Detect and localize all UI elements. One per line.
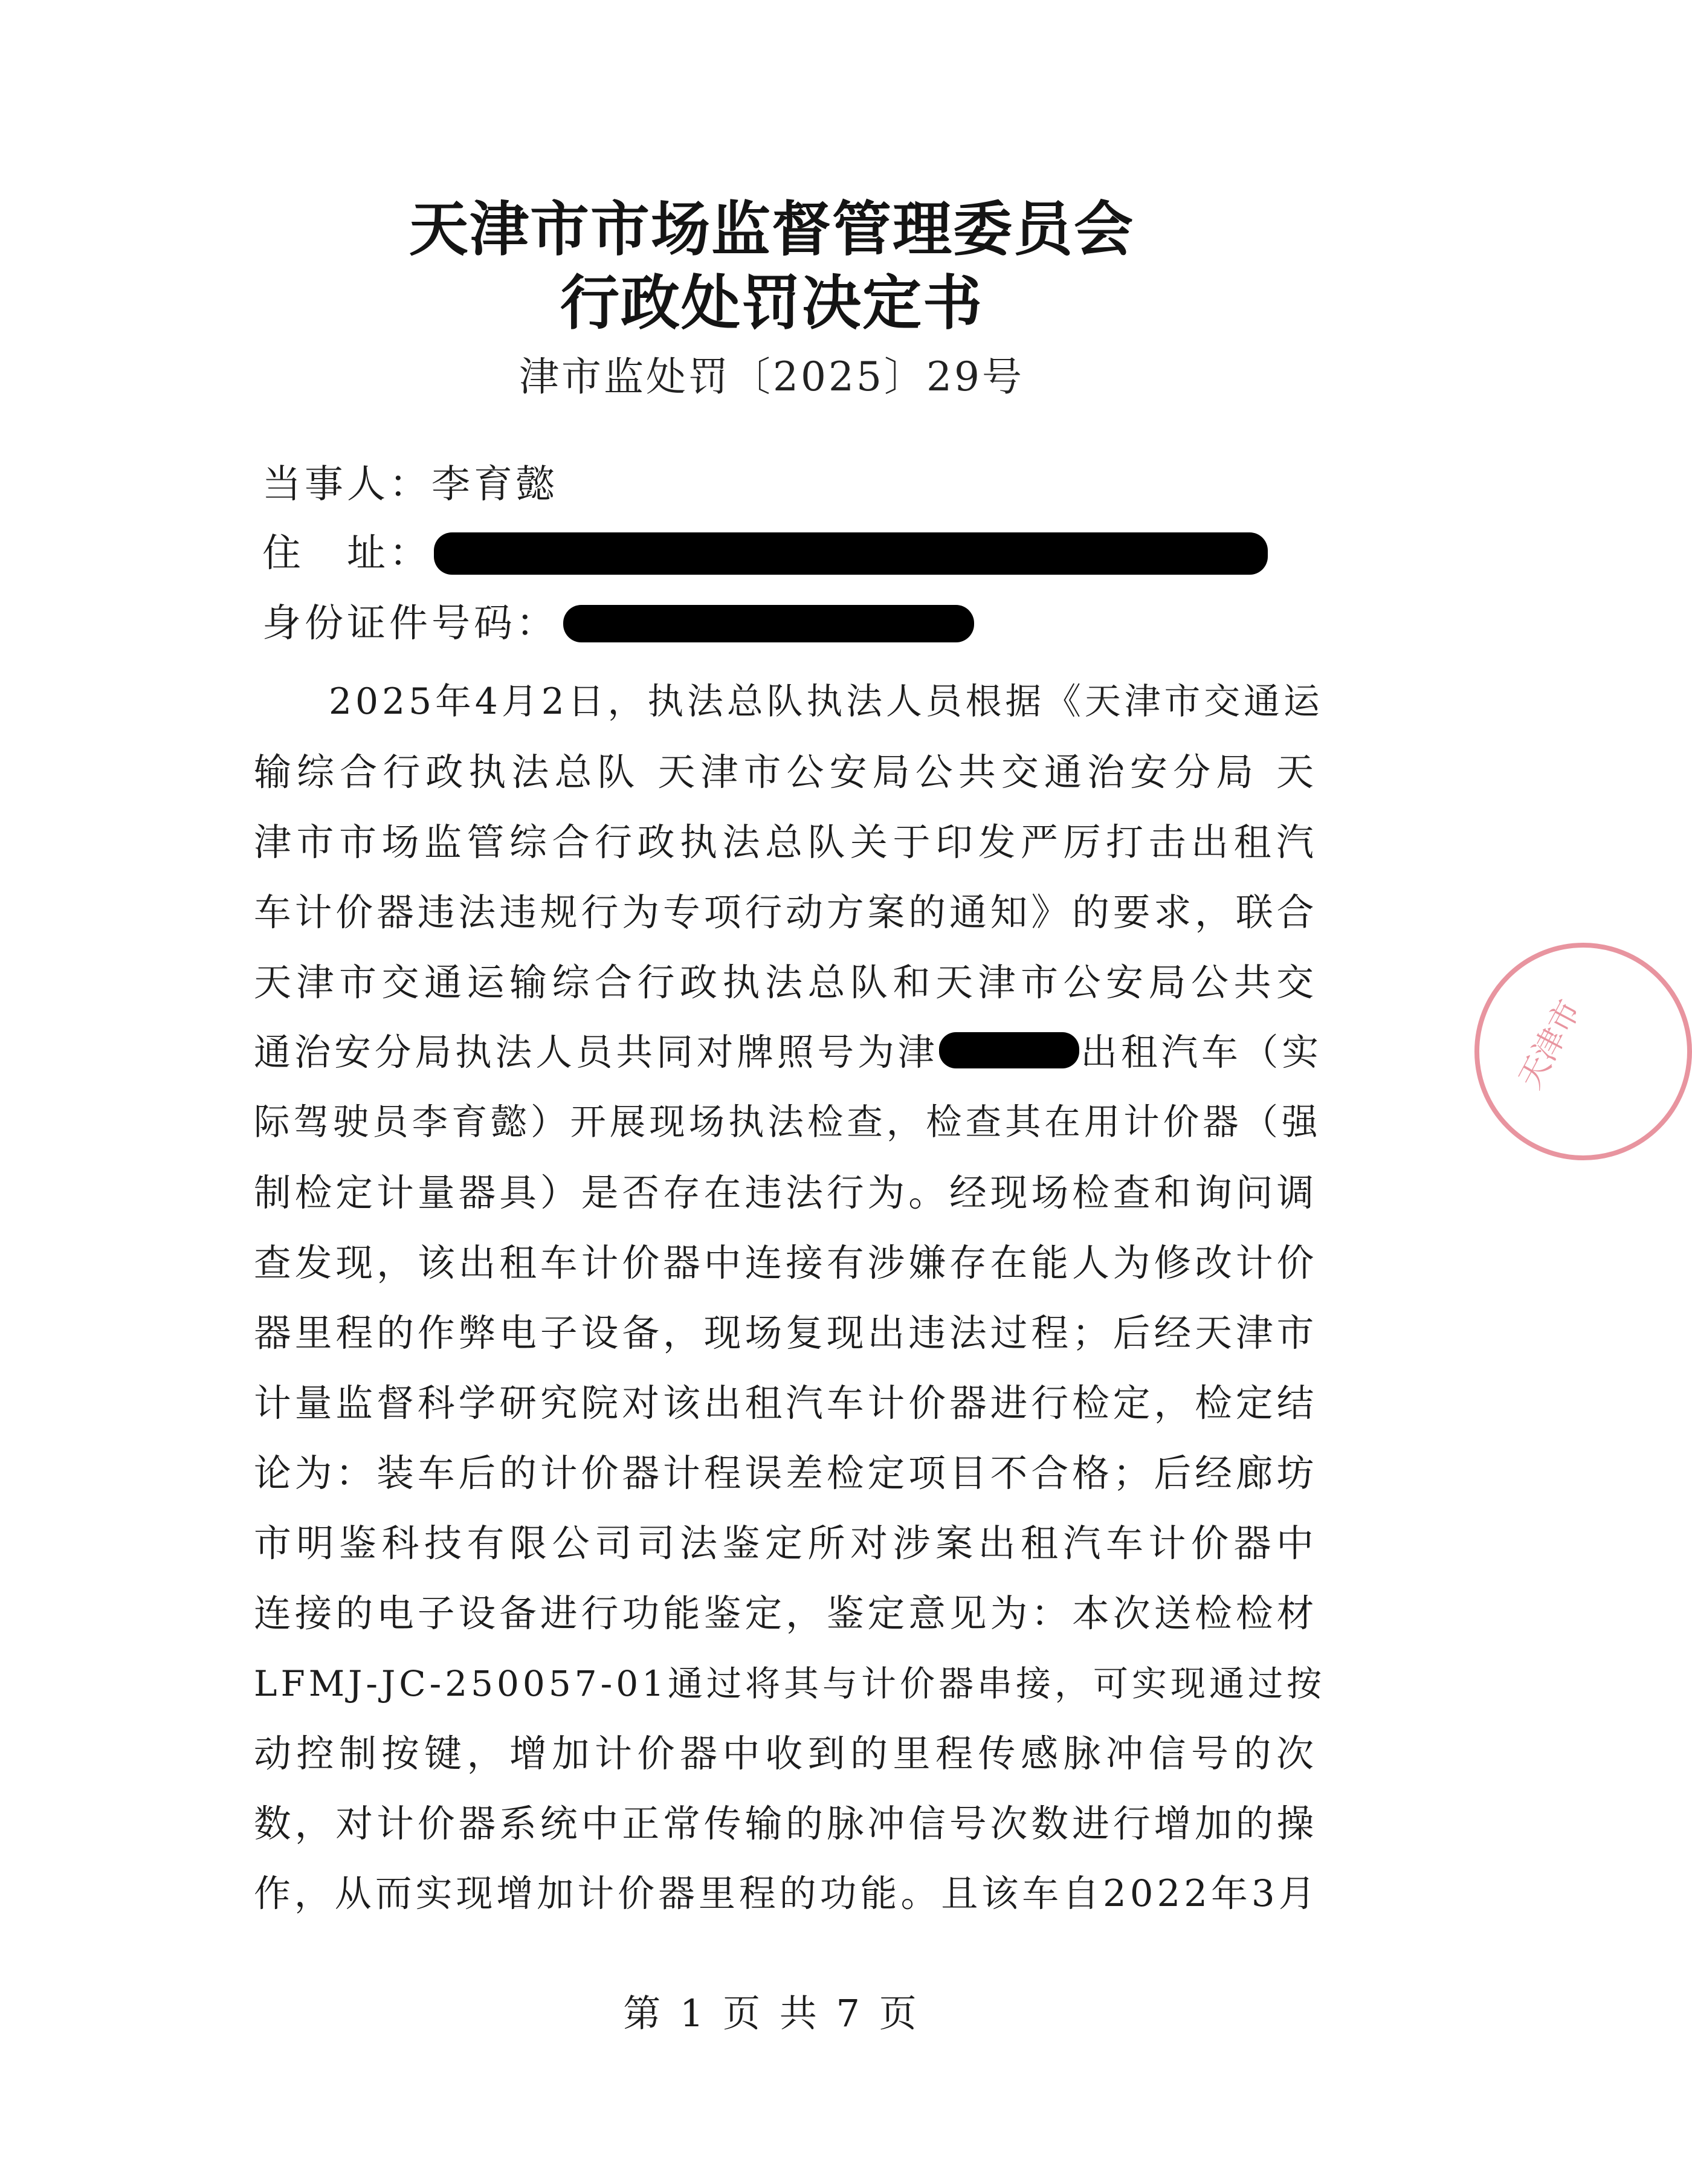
body-line: 动控制按键，增加计价器中收到的里程传感脉冲信号的次: [254, 1731, 1317, 1775]
body-line: 输综合行政执法总队 天津市公安局公共交通治安分局 天: [254, 750, 1317, 794]
body-line: 际驾驶员李育懿）开展现场执法检查，检查其在用计价器（强: [254, 1102, 1322, 1143]
id-number-label: 身份证件号码：: [262, 601, 558, 646]
page-indicator: 第 1 页 共 7 页: [623, 1991, 920, 2035]
body-line-segment: 通治安分局执法人员共同对牌照号为津: [254, 1032, 938, 1074]
party-name-field: [262, 454, 558, 512]
body-line-with-plate: [254, 1018, 1323, 1088]
document-title-line-2: 行政处罚决定书: [560, 268, 983, 338]
body-line: 2025年4月2日，执法总队执法人员根据《天津市交通运: [329, 681, 1323, 723]
body-line: 器里程的作弊电子设备，现场复现出违法过程；后经天津市: [254, 1311, 1318, 1355]
address-field: [262, 523, 1268, 581]
license-plate-redaction: [939, 1032, 1079, 1068]
body-line: 天津市交通运输综合行政执法总队和天津市公安局公共交: [254, 960, 1317, 1004]
body-line: 作，从而实现增加计价器里程的功能。且该车自2022年3月: [254, 1872, 1319, 1915]
body-line: 连接的电子设备进行功能鉴定，鉴定意见为：本次送检检材: [254, 1592, 1318, 1635]
body-line: LFMJ-JC-250057-01通过将其与计价器串接，可实现通过按: [254, 1663, 1326, 1704]
body-line: 论为：装车后的计价器计程误差检定项目不合格；后经廊坊: [254, 1452, 1318, 1495]
document-number: 津市监处罚〔2025〕29号: [519, 354, 1024, 400]
id-number-field: [262, 593, 974, 651]
decision-body-text: [254, 667, 1326, 1929]
party-name-label: 当事人：: [262, 462, 431, 507]
address-redaction: [434, 532, 1268, 575]
body-line: 数，对计价器系统中正常传输的脉冲信号次数进行增加的操: [254, 1802, 1318, 1846]
id-number-redaction: [563, 605, 974, 642]
body-line-segment: 出租汽车（实: [1080, 1032, 1323, 1074]
body-line: 津市市场监管综合行政执法总队关于印发严厉打击出租汽: [254, 820, 1317, 864]
body-line: 计量监督科学研究院对该出租汽车计价器进行检定，检定结: [254, 1381, 1318, 1425]
address-label: 住 址：: [262, 531, 431, 576]
party-name-value: 李育懿: [431, 462, 558, 507]
official-seal: [1474, 943, 1692, 1160]
body-line: 查发现，该出租车计价器中连接有涉嫌存在能人为修改计价: [254, 1241, 1318, 1285]
body-line: 市明鉴科技有限公司司法鉴定所对涉案出租汽车计价器中: [254, 1521, 1317, 1565]
body-line: 车计价器违法违规行为专项行动方案的通知》的要求，联合: [254, 891, 1318, 934]
seal-text: 天津市: [1511, 994, 1588, 1095]
document-title-line-1: 天津市市场监督管理委员会: [408, 195, 1134, 264]
body-line: 制检定计量器具）是否存在违法行为。经现场检查和询问调: [254, 1171, 1318, 1215]
